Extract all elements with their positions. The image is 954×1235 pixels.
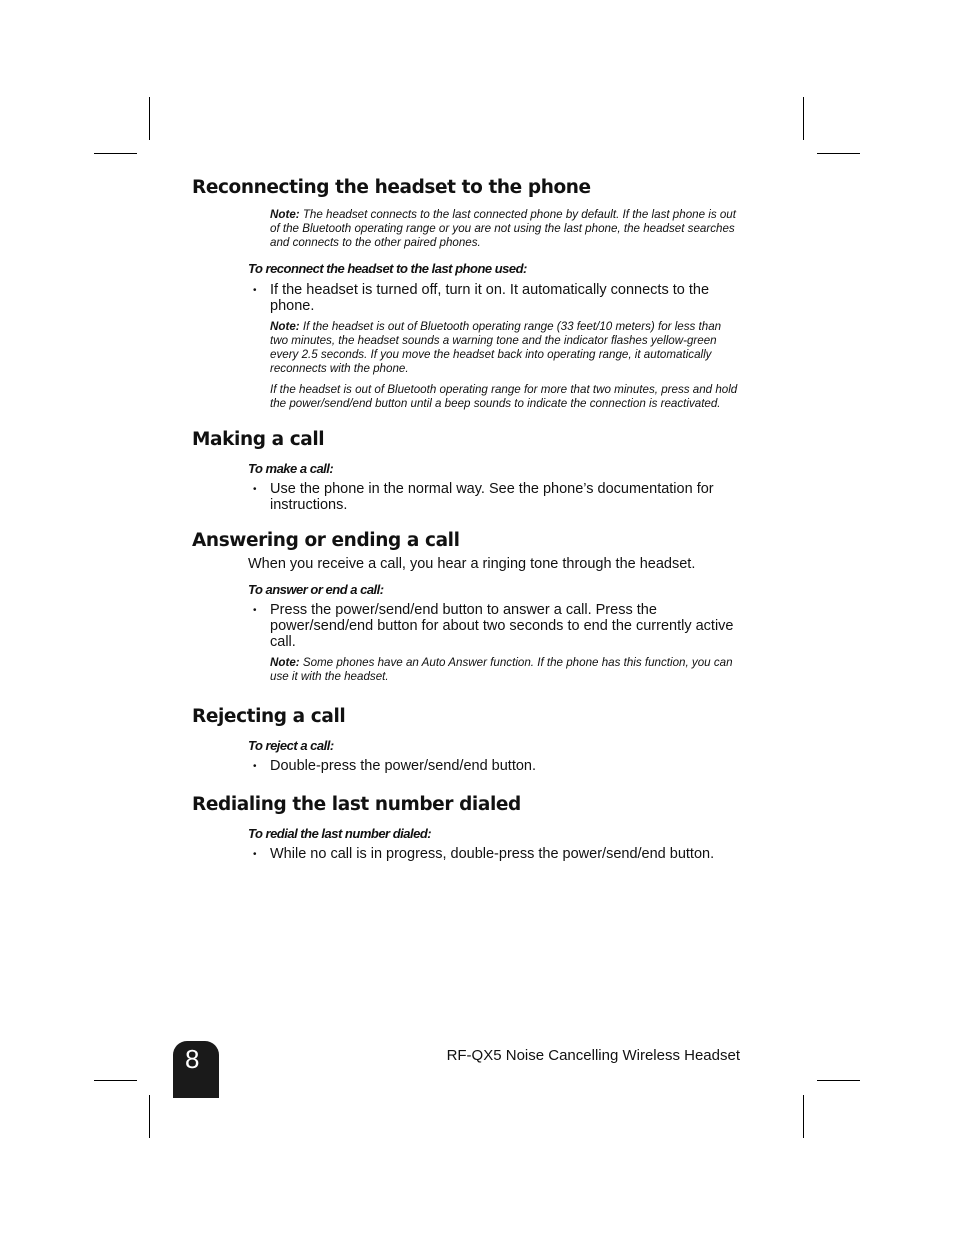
bullet-list: [192, 283, 744, 314]
crop-mark: [149, 97, 150, 140]
bullet-glyph: •: [253, 848, 257, 860]
list-item: [253, 481, 744, 513]
crop-mark: [94, 1080, 137, 1081]
section-reconnecting: [192, 176, 752, 411]
list-item: [253, 602, 744, 650]
list-item-text: Press the power/send/end button to answer a call. Press the power/send/end button for about two seconds to end the currently active call.: [270, 602, 734, 650]
section-heading: Answering or ending a call: [192, 530, 460, 552]
note-text: Some phones have an Auto Answer function. If the phone has this function, you can use it with the headset.: [270, 656, 733, 684]
crop-mark: [817, 1080, 860, 1081]
bullet-list: [192, 603, 744, 650]
section-heading: Rejecting a call: [192, 706, 346, 728]
note-continuation: If the headset is out of Bluetooth operating range for more that two minutes, press and hold the power/send/end button until a beep sounds to indicate the connection is reactivated.: [270, 383, 738, 411]
crop-mark: [94, 153, 137, 154]
section-making-call: [192, 428, 752, 513]
note-label: Note:: [270, 208, 300, 221]
note-text: The headset connects to the last connected phone by default. If the last phone is out of the Bluetooth operating range or you are not using the last phone, the headset searches and connects to the other paired phones.: [270, 208, 736, 249]
list-item-text: Double-press the power/send/end button.: [270, 758, 537, 775]
list-item-text: If the headset is turned off, turn it on. It automatically connects to the phone.: [270, 282, 710, 314]
list-item-text: Use the phone in the normal way. See the phone’s documentation for instructions.: [270, 481, 714, 513]
note: [270, 320, 740, 376]
section-rejecting: [192, 705, 752, 775]
note: [270, 208, 740, 250]
intro-paragraph: When you receive a call, you hear a ringing tone through the headset.: [248, 556, 696, 573]
bullet-glyph: •: [253, 761, 257, 773]
note-text: If the headset is out of Bluetooth operating range (33 feet/10 meters) for less than two minutes, the headset sounds a warning tone and the indicator flashes yellow-green every 2.5 seconds. If you move the headset back into operating range, it automatically reconnects with the phone.: [270, 320, 722, 376]
procedure-heading: To reconnect the headset to the last phone used:: [248, 261, 527, 276]
section-redialing: [192, 793, 752, 863]
note-label: Note:: [270, 656, 300, 670]
bullet-glyph: •: [253, 484, 257, 496]
bullet-glyph: •: [253, 605, 257, 617]
page-number: 8: [185, 1044, 200, 1074]
crop-mark: [817, 153, 860, 154]
list-item: [253, 845, 744, 863]
procedure-heading: To answer or end a call:: [248, 582, 384, 598]
section-answering-ending: [192, 529, 752, 684]
list-item: [253, 758, 744, 775]
section-heading: Making a call: [192, 429, 325, 451]
procedure-heading: To reject a call:: [248, 738, 334, 754]
procedure-heading: To make a call:: [248, 461, 334, 477]
bullet-glyph: •: [253, 285, 257, 296]
page-content: [192, 176, 752, 862]
note-label: Note:: [270, 320, 300, 334]
bullet-list: [192, 759, 744, 775]
list-item: [253, 282, 744, 314]
note: [270, 656, 740, 684]
crop-mark: [149, 1095, 150, 1138]
bullet-list: [192, 482, 744, 513]
footer-title: RF-QX5 Noise Cancelling Wireless Headset: [446, 1047, 740, 1064]
crop-mark: [803, 97, 804, 140]
page-number-tab: [173, 1041, 219, 1098]
list-item-text: While no call is in progress, double-press the power/send/end button.: [270, 845, 715, 862]
procedure-heading: To redial the last number dialed:: [248, 825, 432, 841]
section-heading: Redialing the last number dialed: [192, 793, 521, 815]
crop-mark: [803, 1095, 804, 1138]
bullet-list: [192, 847, 744, 863]
section-heading: Reconnecting the headset to the phone: [192, 177, 591, 198]
